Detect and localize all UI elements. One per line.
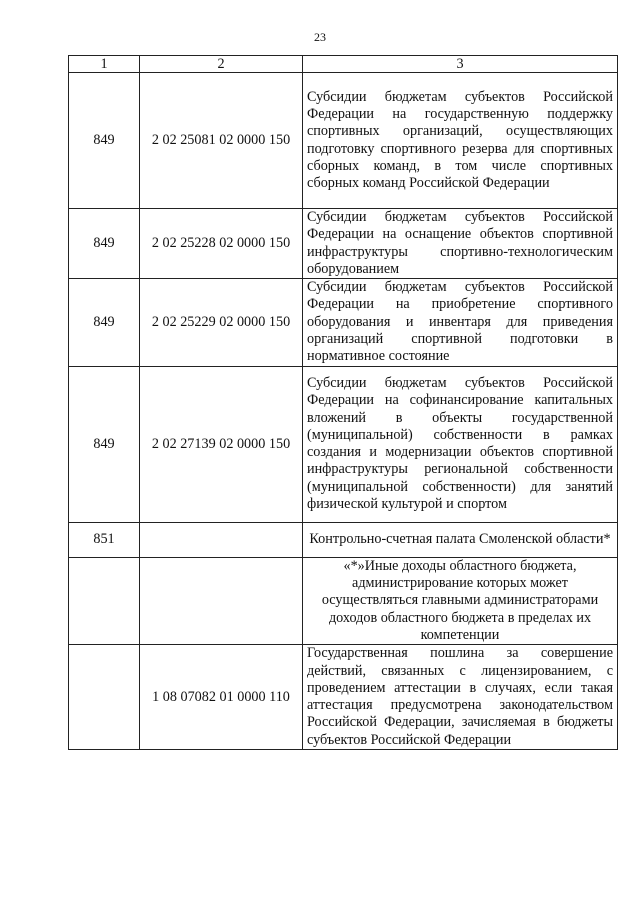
administrator-code-cell (69, 557, 140, 644)
column-header-2: 2 (140, 56, 303, 73)
revenue-description-cell: Государственная пошлина за совершение действий, связанных с лицензированием, с проведением аттестации в случаях, если такая аттестация предусмотрена законодательством Российской Федерации, зачисляемая в бюджеты субъектов Российской Федерации (303, 645, 618, 750)
revenue-description-cell: Субсидии бюджетам субъектов Российской Федерации на оснащение объектов спортивной инфраструктуры спортивно-технологическим оборудованием (303, 209, 618, 279)
administrator-code-cell: 849 (69, 279, 140, 366)
table-row (69, 522, 618, 557)
revenue-code-cell (140, 557, 303, 644)
table-row (69, 645, 618, 750)
revenue-description-cell: Субсидии бюджетам субъектов Российской Федерации на государственную поддержку спортивных организаций, осуществляющих подготовку спортивного резерва для спортивных сборных команд, в том числе спортивных сборных команд Российской Федерации (303, 73, 618, 209)
table-row (69, 209, 618, 279)
revenue-code-cell: 1 08 07082 01 0000 110 (140, 645, 303, 750)
revenue-code-cell: 2 02 25228 02 0000 150 (140, 209, 303, 279)
revenue-description-cell: Субсидии бюджетам субъектов Российской Федерации на софинансирование капитальных вложений в объекты государственной (муниципальной) собственности в рамках создания и модернизации объектов спортивной инфраструктуры региональной собственности (муниципальной собственности) для занятий физической культурой и спортом (303, 366, 618, 522)
table-row (69, 366, 618, 522)
column-header-3: 3 (303, 56, 618, 73)
revenue-code-cell (140, 522, 303, 557)
revenue-description-cell: Субсидии бюджетам субъектов Российской Федерации на приобретение спортивного оборудования и инвентаря для приведения организаций спортивной подготовки в нормативное состояние (303, 279, 618, 366)
table-row (69, 557, 618, 644)
page-number: 23 (314, 30, 326, 44)
administrator-code-cell: 849 (69, 209, 140, 279)
administrator-code-cell: 849 (69, 73, 140, 209)
column-header-1: 1 (69, 56, 140, 73)
table-row (69, 73, 618, 209)
revenue-classification-table (68, 55, 618, 750)
revenue-code-cell: 2 02 25229 02 0000 150 (140, 279, 303, 366)
administrator-code-cell (69, 645, 140, 750)
table-row (69, 279, 618, 366)
administrator-code-cell: 849 (69, 366, 140, 522)
table-header-row (69, 56, 618, 73)
revenue-code-cell: 2 02 25081 02 0000 150 (140, 73, 303, 209)
other-revenues-heading: «*»Иные доходы областного бюджета, администрирование которых может осуществляться главными администраторами доходов областного бюджета в пределах их компетенции (303, 557, 618, 644)
administrator-code-cell: 851 (69, 522, 140, 557)
revenue-code-cell: 2 02 27139 02 0000 150 (140, 366, 303, 522)
administrator-name-heading: Контрольно-счетная палата Смоленской области* (303, 522, 618, 557)
